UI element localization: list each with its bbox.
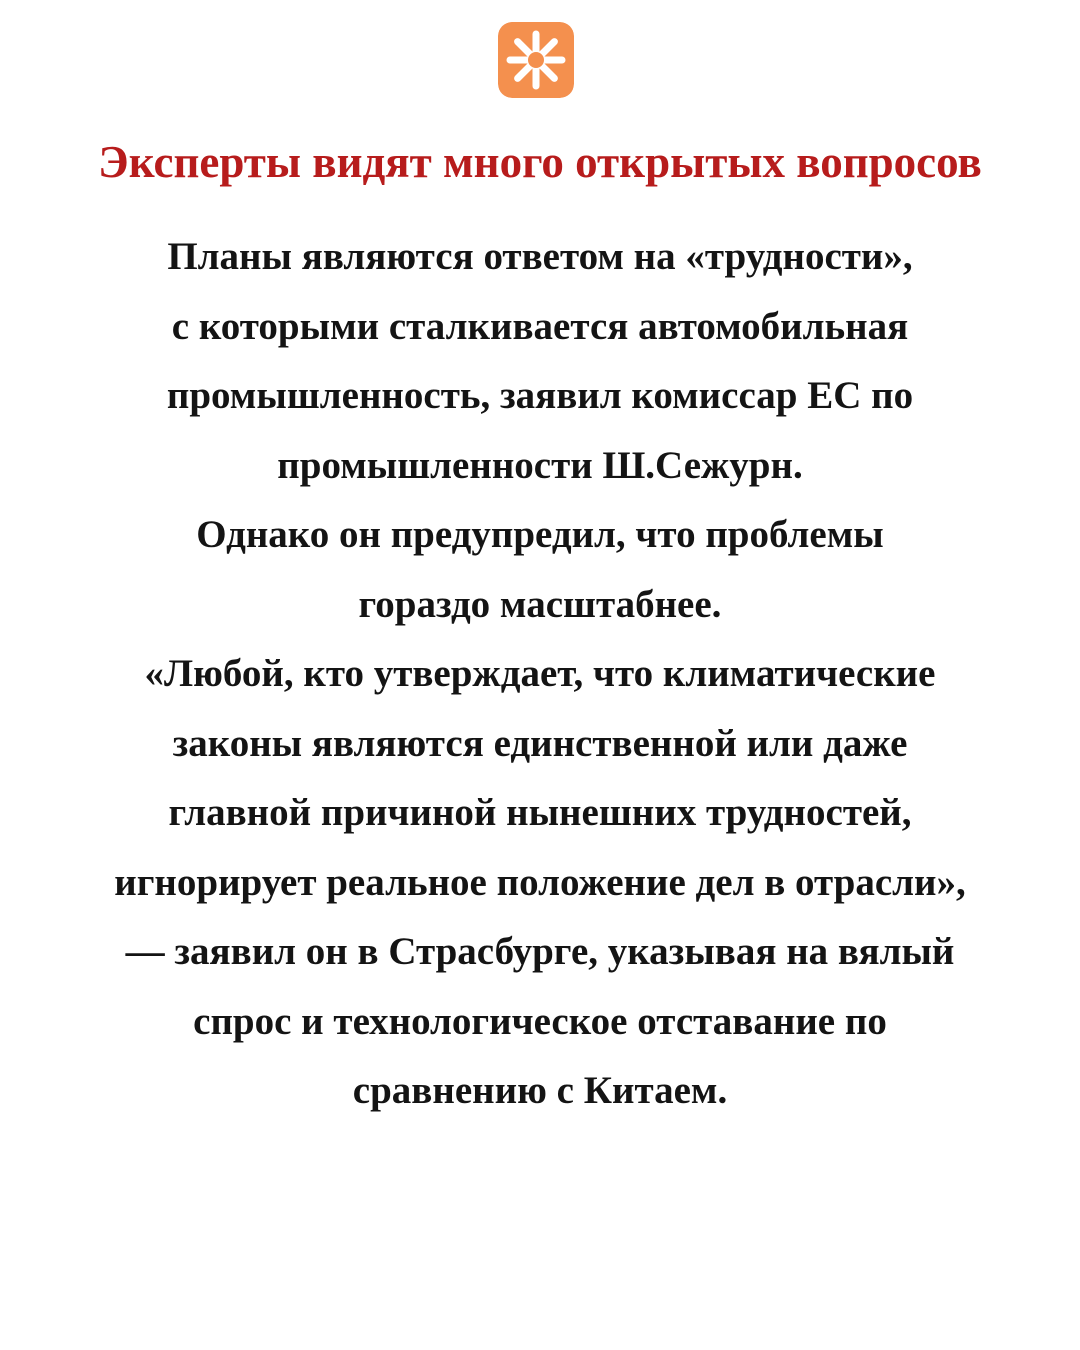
logo-center — [528, 52, 544, 68]
body-line: игнорирует реальное положение дел в отрасли», — [114, 860, 966, 904]
body-line: — заявил он в Страсбурге, указывая на вялый — [125, 930, 955, 973]
article-body — [0, 222, 1080, 1126]
body-line: промышленности Ш.Сежурн. — [277, 443, 803, 487]
body-line: промышленность, заявил комиссар ЕС по — [166, 374, 914, 417]
body-line: законы являются единственной или даже — [172, 721, 908, 765]
asterisk-icon — [498, 22, 574, 98]
body-line: «Любой, кто утверждает, что климатические — [144, 652, 936, 695]
headline: Эксперты видят много открытых вопросов — [98, 137, 982, 187]
body-line: с которыми сталкивается автомобильная — [171, 304, 909, 348]
body-line: спрос и технологическое отставание по — [193, 999, 887, 1043]
body-line: сравнению с Китаем. — [352, 1069, 728, 1112]
body-line: гораздо масштабнее. — [358, 582, 722, 626]
body-line: Однако он предупредил, что проблемы — [196, 513, 884, 556]
body-line: Планы являются ответом на «трудности», — [167, 235, 913, 278]
body-line: главной причиной нынешних трудностей, — [168, 791, 912, 834]
